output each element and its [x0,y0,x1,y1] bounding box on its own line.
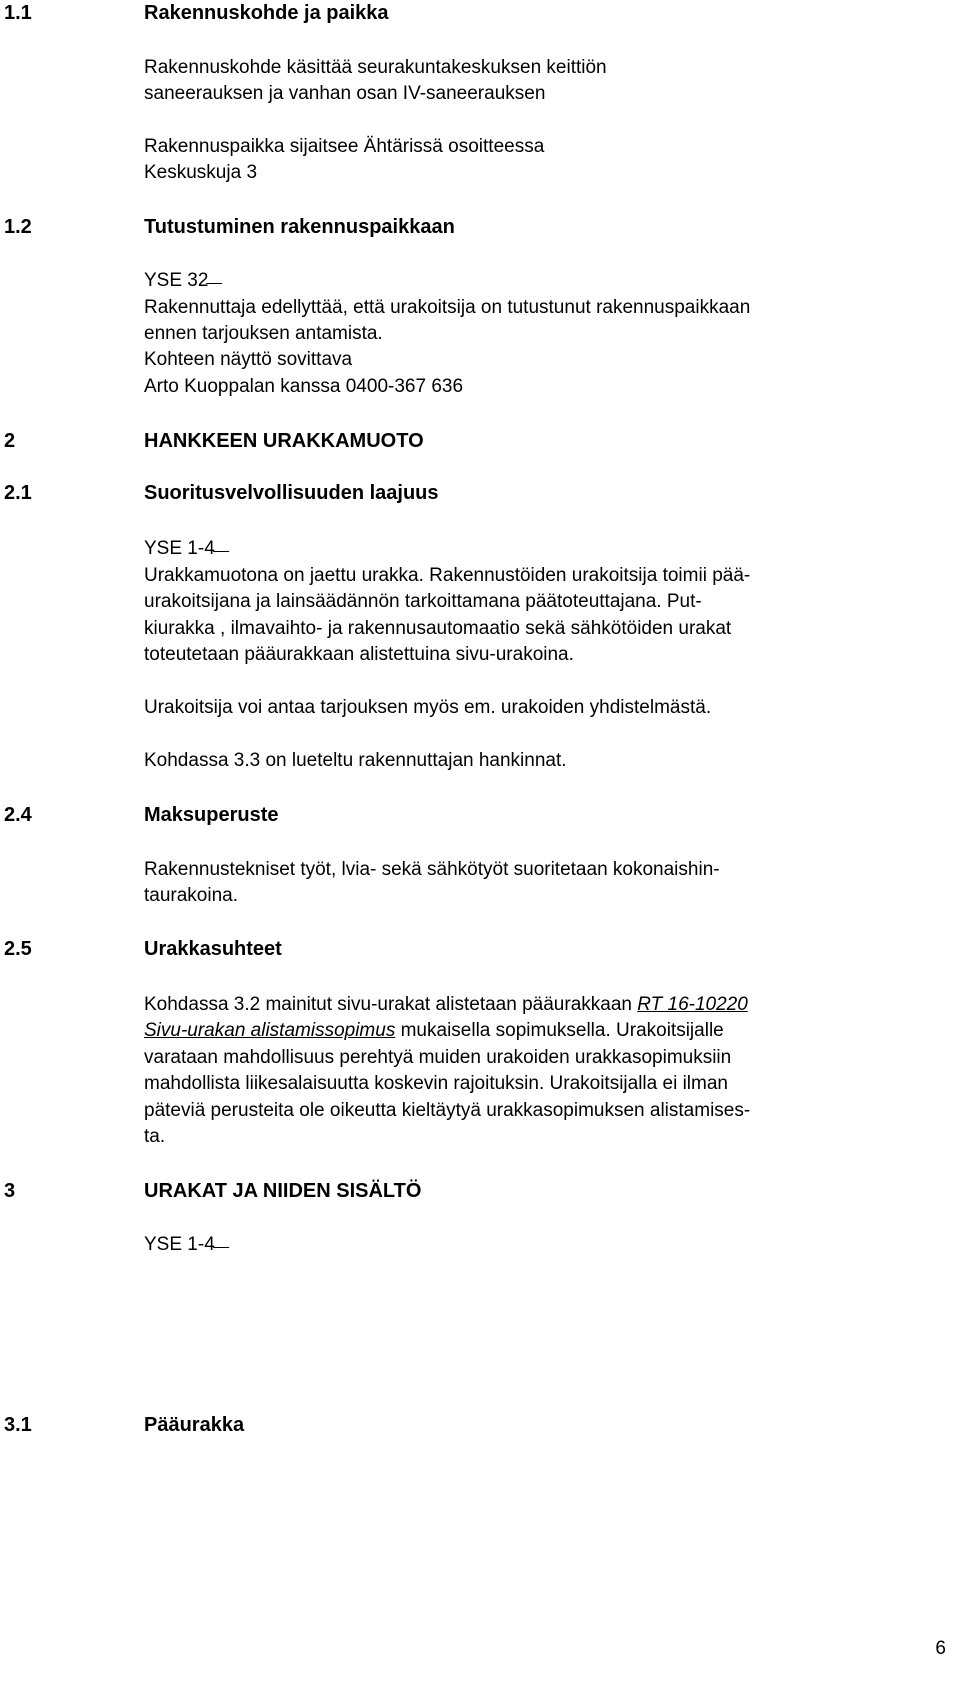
reference-yse [144,268,225,295]
section-number-1-2: 1.2 [4,216,32,238]
paragraph-line: Rakennuttaja edellyttää, että urakoitsija on tutustunut rakennuspaikkaan [144,297,751,318]
section-title-1-2: Tutustuminen rakennuspaikkaan [144,216,455,238]
reference-mark [213,1237,235,1248]
reference-text: YSE 1-4 [144,538,215,559]
paragraph-line: urakoitsijana ja lainsäädännön tarkoittamana päätoteuttajana. Put- [144,591,702,612]
paragraph-line: Rakennuspaikka sijaitsee Ähtärissä osoitteessa [144,136,545,157]
paragraph-line: saneerauksen ja vanhan osan IV-saneerauksen [144,83,546,104]
reference-yse [144,1232,232,1259]
text-span: Kohdassa 3.2 mainitut sivu-urakat alistetaan pääurakkaan [144,994,638,1015]
paragraph-line: Arto Kuoppalan kanssa 0400-367 636 [144,376,464,397]
text-span: mukaisella sopimuksella. Urakoitsijalle [395,1020,724,1041]
section-title-3: URAKAT JA NIIDEN SISÄLTÖ [144,1180,422,1202]
standard-title: Sivu-urakan alistamissopimus [144,1020,396,1041]
paragraph-line: Rakennuskohde käsittää seurakuntakeskuksen keittiön [144,57,607,78]
paragraph-line: ta. [144,1126,166,1147]
section-title-2-1: Suoritusvelvollisuuden laajuus [144,482,439,504]
reference-yse [144,536,232,563]
section-number-3: 3 [4,1180,16,1202]
paragraph-line: Keskuskuja 3 [144,162,258,183]
section-number-2-1: 2.1 [4,482,32,504]
section-title-2: HANKKEEN URAKKAMUOTO [144,430,424,452]
paragraph-line: kiurakka , ilmavaihto- ja rakennusautomaatio sekä sähkötöiden urakat [144,618,732,639]
paragraph-line: toteutetaan pääurakkaan alistettuina sivu-urakoina. [144,644,574,665]
paragraph-line: Rakennustekniset työt, lvia- sekä sähkötyöt suoritetaan kokonaishin- [144,859,720,880]
section-number-1-1: 1.1 [4,2,32,24]
reference-text: YSE 32 [144,270,209,291]
section-number-2: 2 [4,430,16,452]
section-title-2-5: Urakkasuhteet [144,938,282,960]
reference-mark [206,273,228,284]
paragraph-line: ennen tarjouksen antamista. [144,323,383,344]
reference-text: YSE 1-4 [144,1234,215,1255]
section-number-2-4: 2.4 [4,804,32,826]
paragraph-line [144,992,748,1019]
paragraph-line: taurakoina. [144,885,239,906]
paragraph-line [144,1018,724,1045]
paragraph-line: Urakkamuotona on jaettu urakka. Rakennustöiden urakoitsija toimii pää- [144,565,751,586]
paragraph-line: Urakoitsija voi antaa tarjouksen myös em. urakoiden yhdistelmästä. [144,697,712,718]
section-number-2-5: 2.5 [4,938,32,960]
section-number-3-1: 3.1 [4,1414,32,1436]
page-number: 6 [935,1638,946,1659]
reference-mark [213,541,235,552]
section-title-2-4: Maksuperuste [144,804,279,826]
paragraph-line: mahdollista liikesalaisuutta koskevin rajoituksin. Urakoitsijalla ei ilman [144,1073,728,1094]
section-title-1-1: Rakennuskohde ja paikka [144,2,389,24]
section-title-3-1: Pääurakka [144,1414,245,1436]
standard-reference: RT 16-10220 [637,994,748,1015]
paragraph-line: varataan mahdollisuus perehtyä muiden urakoiden urakkasopimuksiin [144,1047,732,1068]
paragraph-line: Kohteen näyttö sovittava [144,349,353,370]
paragraph-line: Kohdassa 3.3 on lueteltu rakennuttajan hankinnat. [144,750,567,771]
paragraph-line: päteviä perusteita ole oikeutta kieltäytyä urakkasopimuksen alistamises- [144,1100,751,1121]
